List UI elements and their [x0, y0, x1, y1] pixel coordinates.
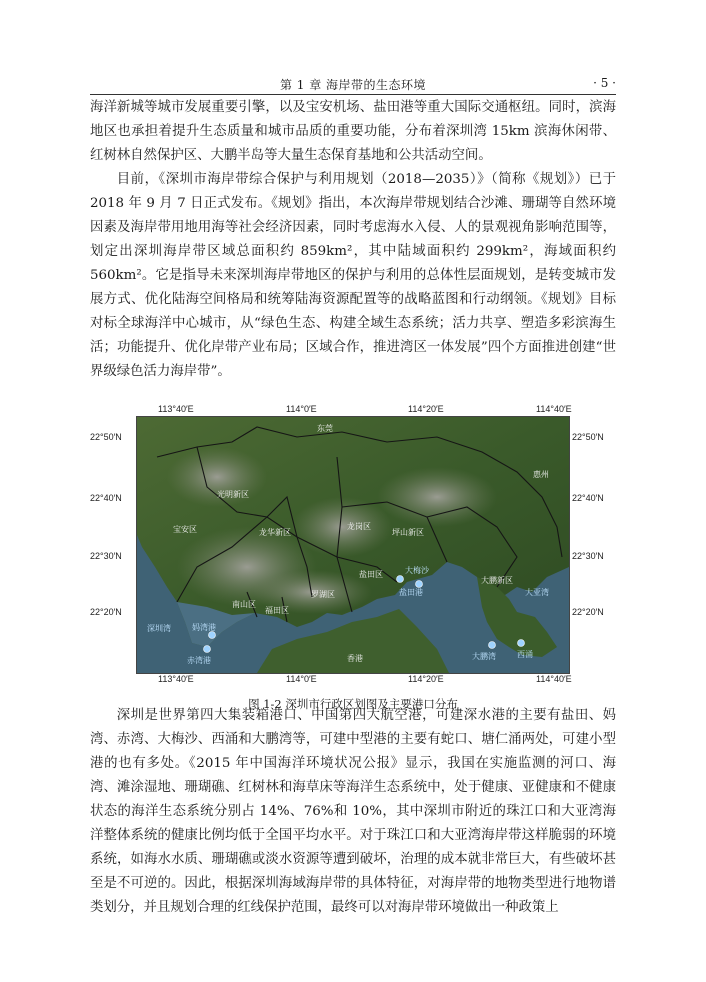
running-header [90, 74, 616, 95]
port-marker [209, 632, 216, 639]
paragraph: 深圳是世界第四大集装箱港口、中国第四大航空港，可建深水港的主要有盐田、妈湾、赤湾、大梅沙、西涌和大鹏湾等，可建中型港的主要有蛇口、塘仁涌两处，可建小型港的也有多处。《2015 年中国海洋环境状况公报》显示，我国在实施监测的河口、海湾、滩涂湿地、珊瑚礁、红树林和海草床等海洋生态系统中，处于健康、亚健康和不健康状态的海洋生态系统分别占 14%、76%和 10%，其中深圳市附近的珠江口和大亚湾海洋整体系统的健康比例均低于全国平均水平。对于珠江口和大亚湾海岸带这样脆弱的环境系统，如海水水质、珊瑚礁或淡水资源等遭到破坏，治理的成本就非常巨大，有些破坏甚至是不可逆的。因此，根据深圳海域海岸带的具体特征，对海岸带的地物类型进行地物谱类划分，并且规划合理的红线保护范围，最终可以对海岸带环境做出一种政策上 [90, 708, 616, 915]
lat-tick-right: 22°30′N [572, 551, 604, 561]
port-marker [397, 576, 404, 583]
district-label: 龙华新区 [259, 528, 291, 537]
port-marker [518, 640, 525, 647]
lat-tick-left: 22°40′N [90, 493, 122, 503]
water-label: 大亚湾 [525, 588, 549, 597]
chapter-title: 第 1 章 海岸带的生态环境 [279, 78, 427, 92]
lon-tick-bottom: 113°40′E [158, 674, 194, 684]
district-label: 福田区 [265, 606, 289, 615]
district-label: 大鹏新区 [481, 576, 513, 585]
lat-tick-left: 22°30′N [90, 551, 122, 561]
district-label: 宝安区 [173, 525, 197, 534]
region-label: 香港 [347, 654, 363, 663]
lon-tick-top: 113°40′E [158, 404, 194, 414]
lon-tick-top: 114°0′E [286, 404, 317, 414]
body-text-top [90, 96, 616, 384]
region-label: 东莞 [317, 424, 333, 433]
water-label: 大梅沙 [405, 566, 429, 575]
port-marker [204, 646, 211, 653]
port-label: 大鹏湾 [472, 652, 496, 661]
port-label: 盐田港 [399, 588, 423, 597]
district-label: 光明新区 [217, 490, 249, 499]
lat-tick-right: 22°20′N [572, 607, 604, 617]
lat-tick-left: 22°20′N [90, 607, 122, 617]
paragraph: 目前，《深圳市海岸带综合保护与利用规划（2018—2035）》（简称《规划》）已于 2018 年 9 月 7 日正式发布。《规划》指出，本次海岸带规划结合沙滩、珊瑚等自然环境因素及海岸带用地用海等社会经济因素，同时考虑海水入侵、人的景观视角影响范围等，划定出深圳海岸带区域总面积约 859km²，其中陆域面积约 299km²，海域面积约 560km²。它是指导未来深圳海岸带地区的保护与利用的总体性层面规划，是转变城市发展方式、优化陆海空间格局和统筹陆海资源配置等的战略蓝图和行动纲领。《规划》目标对标全球海洋中心城市，从“绿色生态、构建全域生态系统；活力共享、塑造多彩滨海生活；功能提升、优化岸带产业布局；区域合作，推进湾区一体发展”四个方面推进创建“世界级绿色活力海岸带”。 [90, 172, 616, 379]
lon-tick-bottom: 114°0′E [286, 674, 317, 684]
water-label: 深圳湾 [147, 624, 171, 633]
urban-area [377, 467, 497, 527]
lat-tick-left: 22°50′N [90, 432, 122, 442]
figure-map [90, 404, 620, 688]
lat-tick-right: 22°40′N [572, 493, 604, 503]
lon-tick-bottom: 114°40′E [536, 674, 572, 684]
district-label: 罗湖区 [311, 590, 335, 599]
port-marker [416, 581, 423, 588]
satellite-map [136, 416, 570, 674]
lon-tick-top: 114°40′E [536, 404, 572, 414]
paragraph: 海洋新城等城市发展重要引擎，以及宝安机场、盐田港等重大国际交通枢纽。同时，滨海地区也承担着提升生态质量和城市品质的重要功能，分布着深圳湾 15km 滨海休闲带、红树林自然保护区、大鹏半岛等大量生态保育基地和公共活动空间。 [90, 100, 616, 163]
map-svg [137, 417, 569, 673]
district-label: 龙岗区 [347, 522, 371, 531]
body-text-bottom [90, 704, 616, 920]
port-label: 西涌 [517, 650, 533, 659]
figure-caption: 图 1-2 深圳市行政区划图及主要港口分布 [248, 697, 458, 711]
page-number: · 5 · [593, 76, 616, 90]
district-label: 南山区 [232, 600, 256, 609]
port-label: 妈湾港 [192, 623, 216, 632]
port-label: 赤湾港 [187, 656, 211, 665]
lat-tick-right: 22°50′N [572, 432, 604, 442]
lon-tick-top: 114°20′E [408, 404, 444, 414]
lon-tick-bottom: 114°20′E [408, 674, 444, 684]
region-label: 惠州 [533, 470, 549, 479]
district-label: 盐田区 [359, 570, 383, 579]
port-marker [489, 642, 496, 649]
district-label: 坪山新区 [392, 528, 424, 537]
